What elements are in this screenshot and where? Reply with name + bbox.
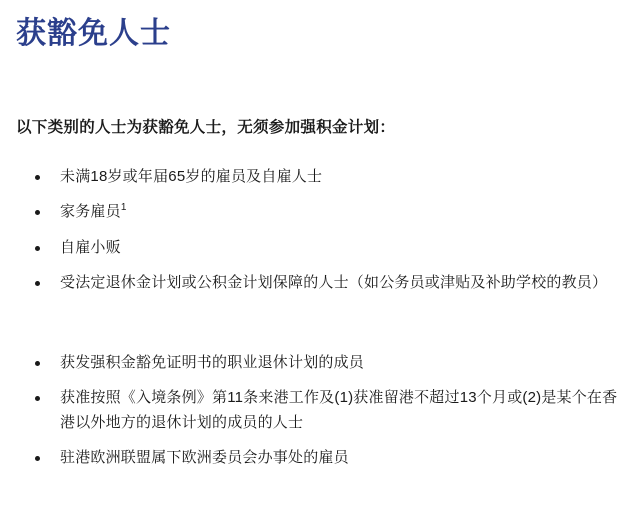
list-item-text: 未满18岁或年届65岁的雇员及自雇人士: [60, 168, 323, 185]
list-item: [16, 236, 620, 260]
exempt-list-group-2: [16, 351, 620, 470]
list-item: [16, 351, 620, 375]
list-item-text: 获准按照《入境条例》第11条来港工作及(1)获准留港不超过13个月或(2)是某个在香港以外地方的退休计划的成员的人士: [60, 389, 618, 431]
list-item: [16, 200, 620, 224]
exempt-list-group-1: [16, 165, 620, 295]
list-item-text: 驻港欧洲联盟属下欧洲委员会办事处的雇员: [60, 449, 349, 467]
footnote-marker: 1: [120, 202, 127, 214]
list-item: [16, 271, 620, 295]
list-item-text: 家务雇员: [60, 203, 121, 221]
intro-paragraph: 以下类别的人士为获豁免人士，无须参加强积金计划：: [16, 119, 396, 136]
list-item: [16, 446, 620, 470]
page-title: 获豁免人士: [16, 17, 171, 50]
list-item-text: 受法定退休金计划或公积金计划保障的人士（如公务员或津贴及补助学校的教员）: [60, 273, 608, 291]
list-item-text: 获发强积金豁免证明书的职业退休计划的成员: [60, 354, 365, 372]
list-item-text: 自雇小贩: [60, 238, 121, 256]
list-item: [16, 386, 620, 435]
list-item: [16, 165, 620, 189]
